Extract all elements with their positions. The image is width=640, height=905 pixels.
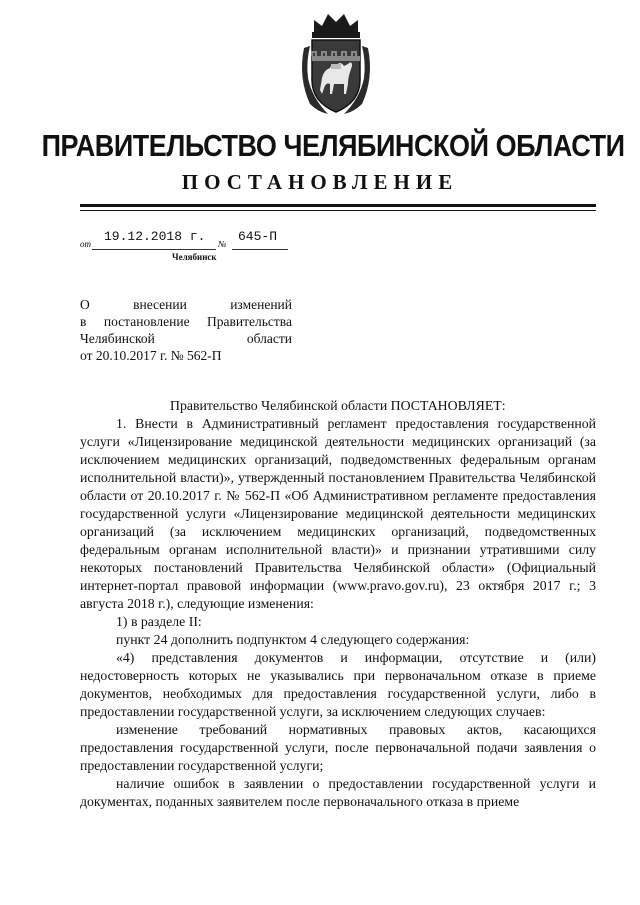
body-intro: Правительство Челябинской области ПОСТАНОВЛЯЕТ:	[170, 398, 506, 413]
decree-body	[80, 397, 596, 811]
body-paragraph: наличие ошибок в заявлении о предоставлении государственной услуги и документах, поданных заявителем после первоначального отказа в приеме	[80, 776, 596, 809]
body-paragraph: «4) представления документов и информации, отсутствие и (или) недостоверность которых не указывались при первоначальном отказе в приеме документов, необходимых для предоставления государственной услуги, либо в предоставлении государственной услуги, за исключением следующих случаев:	[80, 650, 596, 719]
body-paragraph: пункт 24 дополнить подпунктом 4 следующего содержания:	[116, 632, 470, 647]
number-value: 645-П	[238, 229, 278, 244]
city-label: Челябинск	[172, 252, 217, 262]
government-title: ПРАВИТЕЛЬСТВО ЧЕЛЯБИНСКОЙ ОБЛАСТИ	[41, 128, 625, 163]
date-value: 19.12.2018 г.	[104, 229, 206, 244]
date-underline	[92, 249, 216, 250]
body-paragraph: 1. Внести в Административный регламент предоставления государственной услуги «Лицензирование медицинской деятельности медицинских организаций (за исключением медицинских организаций, подведомственных федеральным органам исполнительной власти)», утвержденный постановлением Правительства Челябинской области от 20.10.2017 г. № 562-П «Об Административном регламенте предоставления государственной услуги «Лицензирование медицинской деятельности медицинских организаций (за исключением медицинских организаций, подведомственных федеральным органам исполнительной власти)» и признании утратившими силу некоторых постановлений Правительства Челябинской области» (Официальный интернет-портал правовой информации (www.pravo.gov.ru), 23 октября 2017 г.; 3 августа 2018 г.), следующие изменения:	[80, 416, 596, 611]
body-paragraph: 1) в разделе II:	[116, 614, 202, 629]
chelyabinsk-coat-of-arms-icon	[298, 8, 374, 118]
number-underline	[232, 249, 288, 250]
date-prefix: от	[80, 239, 91, 249]
subject-line: в постановление Правительства	[80, 314, 292, 329]
header-divider-thin	[80, 210, 596, 211]
subject-line: О внесении изменений	[80, 297, 292, 312]
decree-subject	[80, 296, 292, 364]
number-prefix: №	[218, 239, 227, 249]
body-paragraph: изменение требований нормативных правовых актов, касающихся предоставления государственной услуги, после первоначальной подачи заявления о предоставлении государственной услуги;	[80, 722, 596, 773]
subject-line: Челябинской области	[80, 331, 292, 346]
subject-line: от 20.10.2017 г. № 562-П	[80, 348, 222, 363]
decree-title: ПОСТАНОВЛЕНИЕ	[181, 170, 459, 194]
header-divider-thick	[80, 204, 596, 207]
